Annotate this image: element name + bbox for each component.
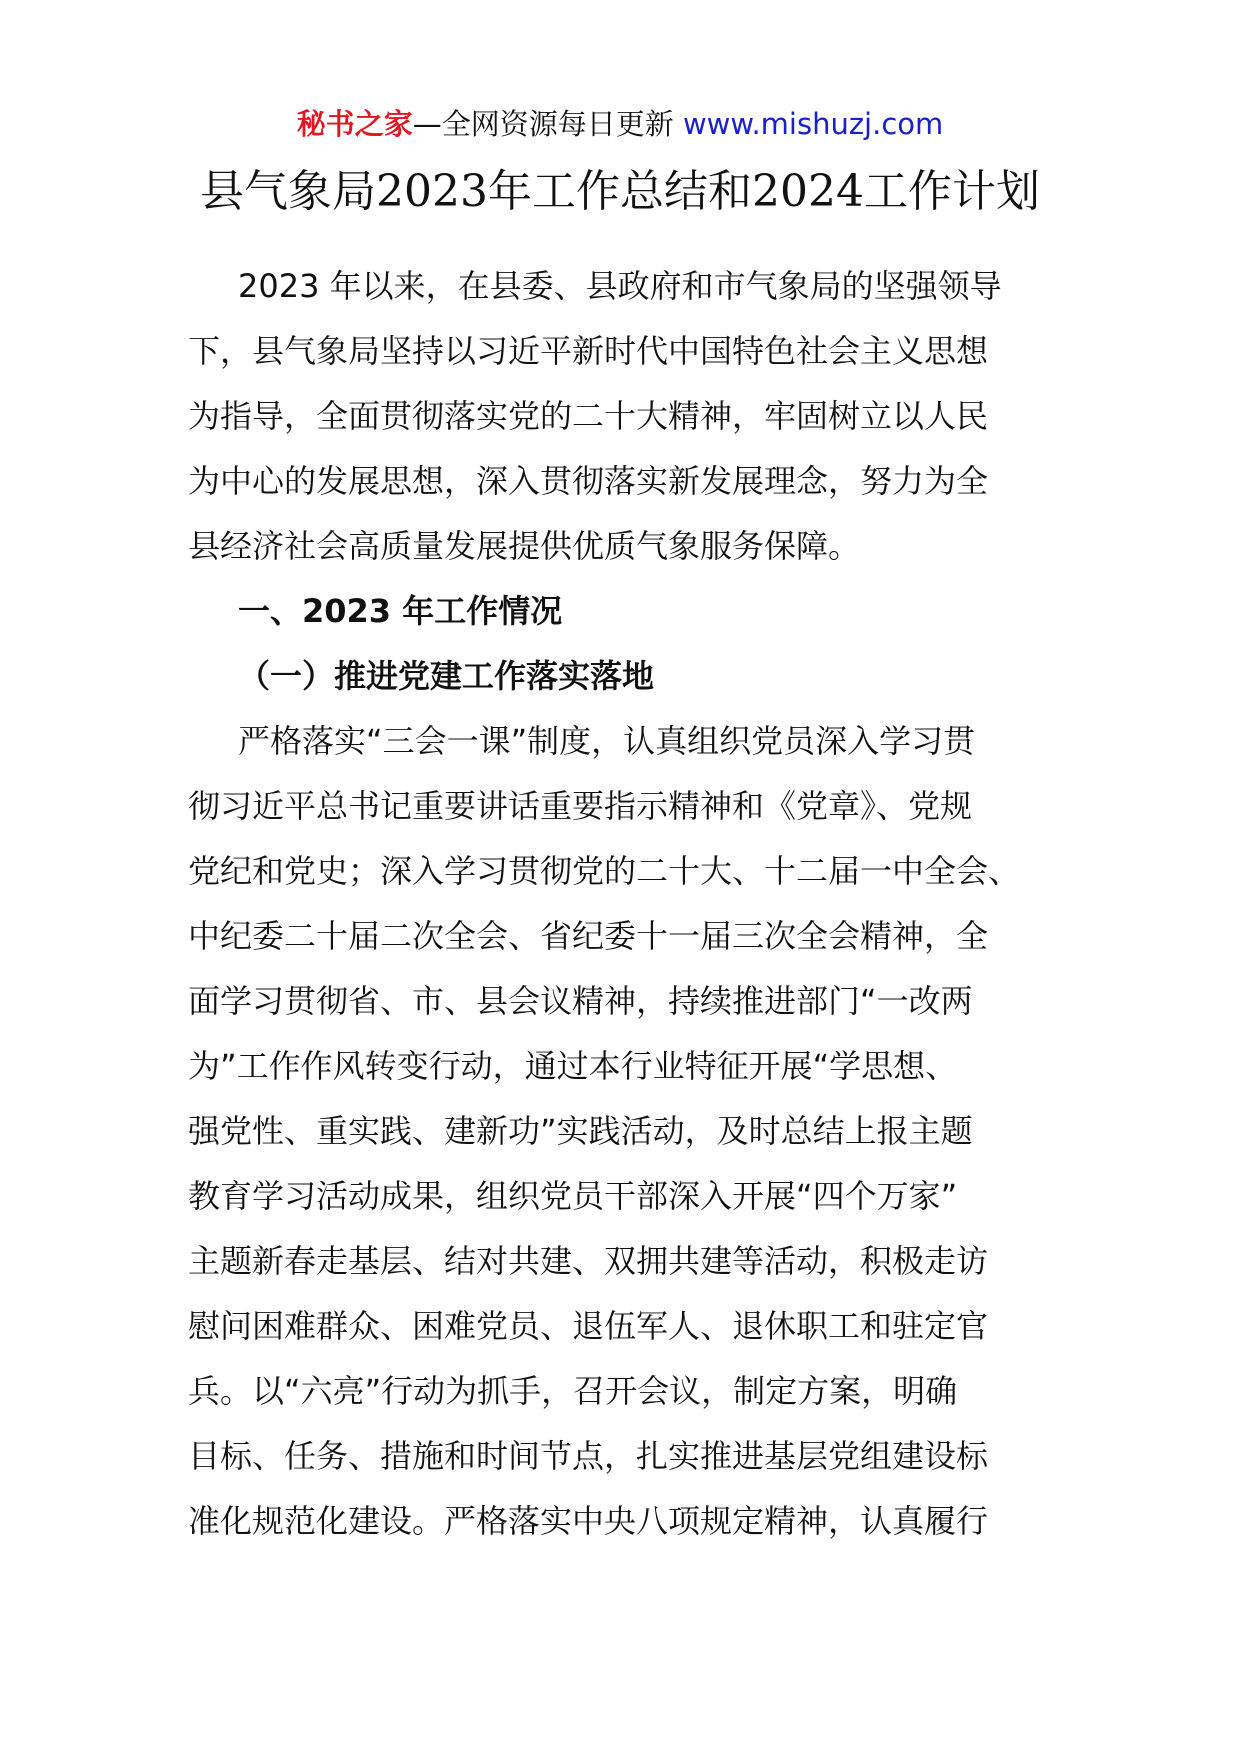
document-title [0,162,1240,222]
paragraph-line: 主题新春走基层、结对共建、双拥共建等活动，积极走访 [188,1242,989,1280]
paragraph-line: 为”工作作风转变行动，通过本行业特征开展“学思想、 [188,1047,958,1085]
paragraph-line: 慰问困难群众、困难党员、退伍军人、退休职工和驻定官 [188,1307,989,1345]
intro-line: 为中心的发展思想，深入贯彻落实新发展理念，努力为全 [188,462,989,500]
intro-line: 县经济社会高质量发展提供优质气象服务保障。 [188,527,861,565]
paragraph-line: 准化规范化建设。严格落实中央八项规定精神，认真履行 [188,1502,989,1540]
title-part-2: 年工作总结和 [488,166,752,217]
section-heading: 一、2023 年工作情况 [238,592,563,630]
title-year-2: 2024 [752,166,864,217]
source-banner [0,104,1240,144]
title-part-1: 县气象局 [200,166,377,217]
title-part-3: 工作计划 [863,166,1040,217]
subsection-heading: （一）推进党建工作落实落地 [238,657,655,695]
paragraph-line: 彻习近平总书记重要讲话重要指示精神和《党章》、党规 [188,787,973,825]
intro-line: 2023 年以来，在县委、县政府和市气象局的坚强领导 [238,267,1002,305]
paragraph-line: 强党性、重实践、建新功”实践活动，及时总结上报主题 [188,1112,973,1150]
paragraph-line: 党纪和党史；深入学习贯彻党的二十大、十二届一中全会、 [188,852,1021,890]
paragraph-line: 面学习贯彻省、市、县会议精神，持续推进部门“一改两 [188,982,973,1020]
intro-line: 为指导，全面贯彻落实党的二十大精神，牢固树立以人民 [188,397,989,435]
paragraph-line: 兵。以“六亮”行动为抓手，召开会议，制定方案，明确 [188,1372,958,1410]
website-link[interactable]: www.mishuzj.com [682,107,944,141]
title-year-1: 2023 [376,166,488,217]
paragraph-line: 目标、任务、措施和时间节点，扎实推进基层党组建设标 [188,1437,989,1475]
banner-slogan: —全网资源每日更新 [412,107,683,141]
intro-line: 下，县气象局坚持以习近平新时代中国特色社会主义思想 [188,332,989,370]
document-body [188,254,1058,1554]
paragraph-line: 教育学习活动成果，组织党员干部深入开展“四个万家” [188,1177,958,1215]
paragraph-line: 严格落实“三会一课”制度，认真组织党员深入学习贯 [238,722,976,760]
paragraph-line: 中纪委二十届二次全会、省纪委十一届三次全会精神，全 [188,917,989,955]
brand-name: 秘书之家 [296,107,413,141]
